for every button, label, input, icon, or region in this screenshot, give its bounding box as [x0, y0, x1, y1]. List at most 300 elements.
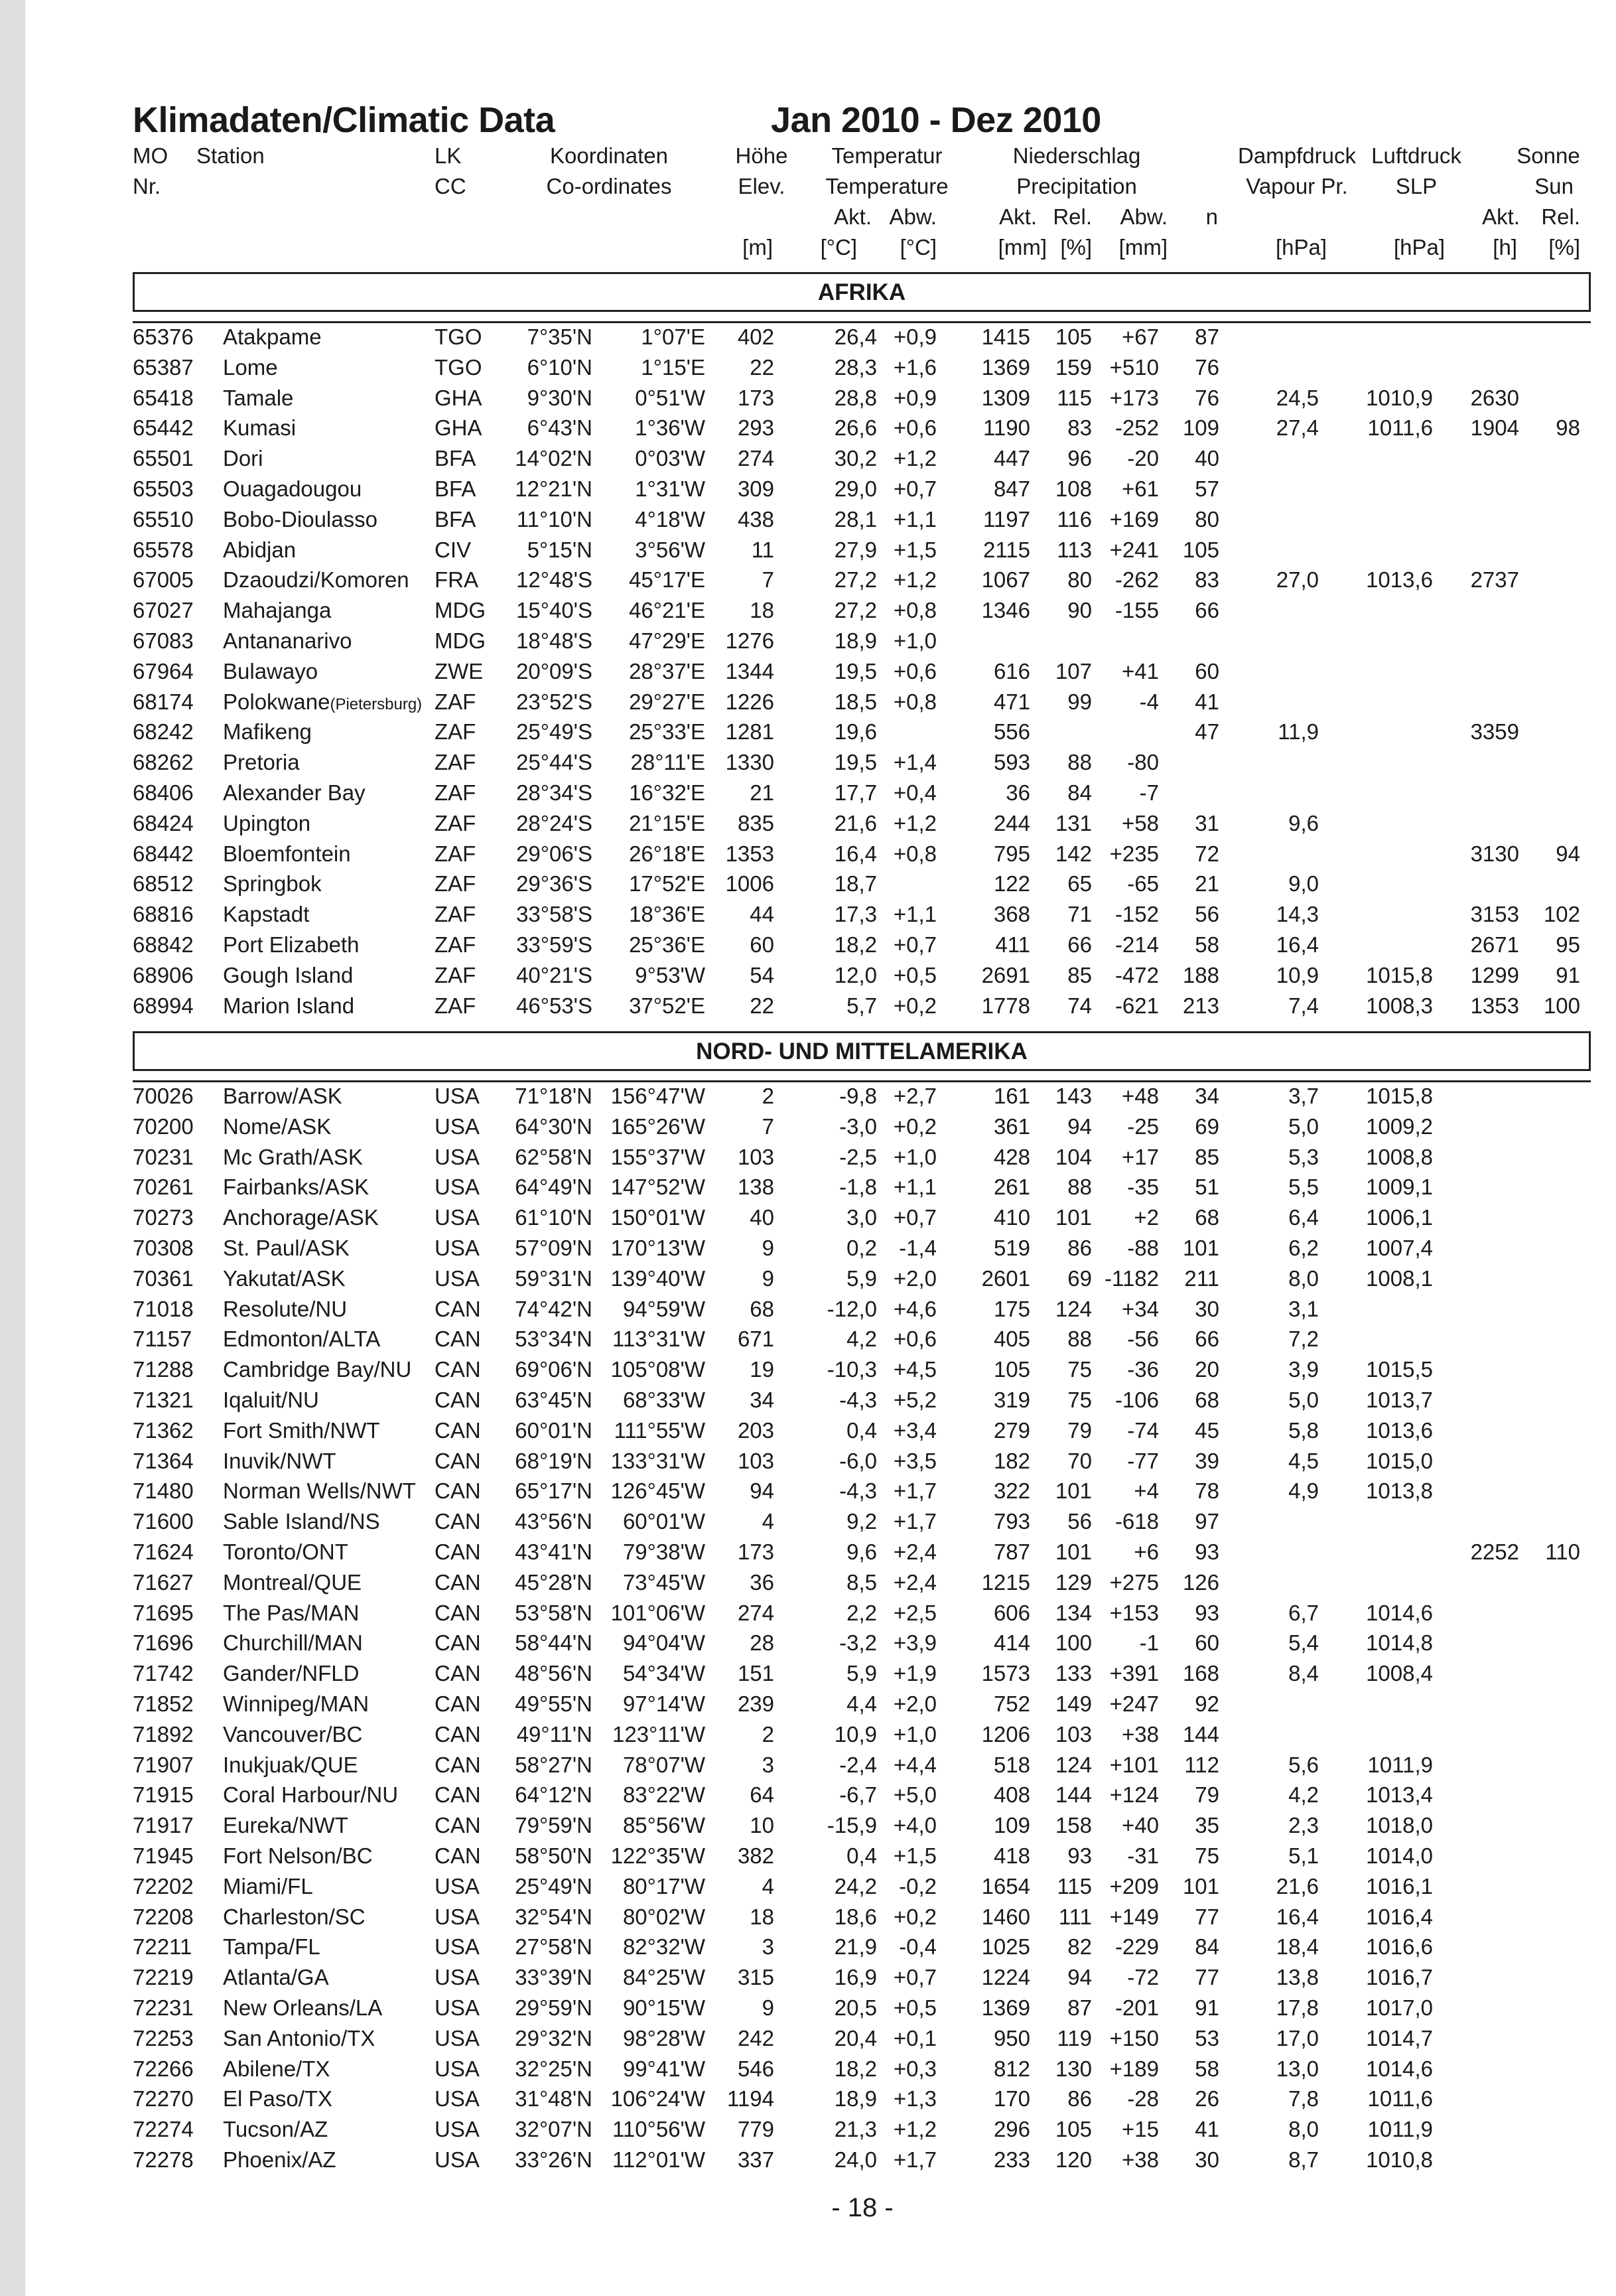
header-vapour: Vapour Pr. [1246, 174, 1348, 198]
station-name: Inukjuak/QUE [223, 1752, 358, 1777]
temp-actual: 10,9 [834, 1721, 877, 1747]
prec-actual: 950 [993, 2025, 1030, 2050]
prec-actual: 182 [993, 1448, 1030, 1473]
longitude: 110°56'W [612, 2117, 705, 2142]
latitude: 11°10'N [516, 506, 592, 532]
station-number: 71915 [133, 1782, 194, 1808]
station-number: 70200 [133, 1113, 194, 1139]
prec-relative: 113 [1057, 537, 1092, 562]
station-name: Yakutat/ASK [223, 1265, 346, 1291]
table-row [0, 899, 1616, 930]
station-number: 71288 [133, 1357, 194, 1382]
prec-deviation: -28 [1127, 2086, 1159, 2112]
section-header-afrika [133, 272, 1591, 312]
prec-deviation: -106 [1114, 1388, 1159, 1412]
station-number: 70273 [133, 1205, 194, 1230]
station-number: 72266 [133, 2056, 194, 2081]
rain-days: 31 [1195, 810, 1219, 835]
rain-days: 30 [1195, 1296, 1219, 1321]
longitude: 17°52'E [629, 871, 705, 897]
station-name: Sable Island/NS [223, 1509, 380, 1534]
country-code: MDG [435, 628, 486, 653]
table-row [0, 535, 1616, 565]
vapour-pressure: 11,9 [1278, 719, 1319, 745]
station-number: 72208 [133, 1904, 194, 1929]
rain-days: 68 [1195, 1205, 1219, 1230]
prec-actual: 1346 [981, 598, 1030, 623]
temp-actual: -4,3 [839, 1478, 877, 1504]
slp: 1014,6 [1366, 2056, 1433, 2081]
temp-deviation: +0,5 [893, 1995, 937, 2020]
prec-relative: 93 [1067, 1843, 1092, 1868]
country-code: USA [435, 1965, 480, 1990]
latitude: 25°49'N [515, 1873, 592, 1899]
longitude: 60°01'W [622, 1509, 705, 1534]
country-code: CAN [435, 1721, 481, 1747]
elevation: 2 [762, 1084, 774, 1108]
elevation: 22 [750, 354, 774, 380]
rain-days: 51 [1195, 1175, 1219, 1200]
station-name: Atlanta/GA [223, 1965, 329, 1990]
temp-deviation: +1,0 [893, 628, 937, 653]
country-code: ZAF [435, 993, 476, 1018]
country-code: USA [435, 1236, 480, 1260]
vapour-pressure: 8,0 [1288, 1265, 1319, 1291]
elevation: 40 [750, 1205, 774, 1230]
temp-actual: 5,9 [846, 1265, 877, 1291]
rain-days: 84 [1195, 1934, 1219, 1960]
latitude: 27°58'N [515, 1934, 592, 1960]
prec-deviation: -214 [1114, 932, 1159, 957]
country-code: GHA [435, 385, 482, 410]
elevation: 438 [737, 506, 774, 532]
rain-days: 58 [1195, 2056, 1219, 2081]
prec-actual: 1309 [981, 385, 1030, 410]
latitude: 18°48'S [516, 628, 592, 653]
country-code: USA [435, 1873, 480, 1899]
prec-relative: 88 [1067, 1175, 1092, 1200]
table-row [0, 2145, 1616, 2175]
temp-deviation: +3,5 [893, 1448, 937, 1473]
station-name: Ouagadougou [223, 476, 362, 501]
table-row [0, 2114, 1616, 2145]
rain-days: 93 [1195, 1600, 1219, 1625]
elevation: 2 [762, 1721, 774, 1747]
temp-deviation: +2,5 [893, 1600, 937, 1625]
rain-days: 101 [1182, 1873, 1219, 1899]
table-row [0, 1537, 1616, 1567]
station-name: Mafikeng [223, 719, 312, 745]
header-temp-akt: Akt. [834, 204, 872, 229]
station-number: 68442 [133, 841, 194, 866]
slp: 1015,0 [1366, 1448, 1433, 1473]
header-station: Station [196, 143, 265, 168]
table-row [0, 1810, 1616, 1841]
temp-actual: 19,5 [834, 750, 877, 775]
longitude: 21°15'E [629, 810, 705, 835]
temp-deviation: +1,5 [893, 1843, 937, 1868]
table-row [0, 1628, 1616, 1658]
prec-deviation: -80 [1127, 750, 1159, 775]
country-code: CAN [435, 1661, 481, 1686]
sun-hours: 1353 [1470, 993, 1519, 1018]
station-name: Fort Nelson/BC [223, 1843, 373, 1868]
elevation: 9 [762, 1995, 774, 2020]
prec-deviation: +58 [1122, 810, 1159, 835]
latitude: 25°49'S [516, 719, 592, 745]
elevation: 402 [737, 324, 774, 349]
station-number: 71480 [133, 1478, 194, 1504]
latitude: 33°59'S [516, 932, 592, 957]
temp-deviation: +0,1 [893, 2025, 937, 2050]
station-number: 68842 [133, 932, 194, 957]
station-number: 71627 [133, 1569, 194, 1595]
country-code: USA [435, 1175, 480, 1200]
table-row [0, 1658, 1616, 1689]
temp-deviation: +0,7 [893, 476, 937, 501]
prec-actual: 606 [993, 1600, 1030, 1625]
rain-days: 45 [1195, 1417, 1219, 1443]
country-code: USA [435, 2056, 480, 2081]
elevation: 22 [750, 993, 774, 1018]
elevation: 9 [762, 1265, 774, 1291]
elevation: 21 [750, 780, 774, 805]
latitude: 20°09'S [516, 658, 592, 683]
country-code: CAN [435, 1478, 481, 1504]
temp-deviation: +1,1 [893, 506, 937, 532]
longitude: 82°32'W [622, 1934, 705, 1960]
rain-days: 39 [1195, 1448, 1219, 1473]
prec-relative: 94 [1067, 1113, 1092, 1139]
prec-deviation: +275 [1109, 1569, 1159, 1595]
temp-deviation: +0,8 [893, 689, 937, 714]
station-number: 71600 [133, 1509, 194, 1534]
rain-days: 26 [1195, 2086, 1219, 2112]
elevation: 138 [737, 1175, 774, 1200]
prec-deviation: -4 [1139, 689, 1159, 714]
station-name: Port Elizabeth [223, 932, 360, 957]
station-name: Bulawayo [223, 658, 318, 683]
header-unit-hpa2: [hPa] [1393, 235, 1445, 259]
station-number: 65376 [133, 324, 194, 349]
station-name: Cambridge Bay/NU [223, 1357, 412, 1382]
rain-days: 79 [1195, 1782, 1219, 1808]
rain-days: 69 [1195, 1113, 1219, 1139]
elevation: 18 [750, 1904, 774, 1929]
latitude: 32°07'N [515, 2117, 592, 2142]
temp-actual: 19,6 [834, 719, 877, 745]
country-code: CAN [435, 1540, 481, 1564]
latitude: 60°01'N [515, 1417, 592, 1443]
temp-actual: 12,0 [834, 962, 877, 987]
country-code: CAN [435, 1843, 481, 1868]
rain-days: 144 [1182, 1721, 1219, 1747]
rain-days: 60 [1195, 658, 1219, 683]
longitude: 1°15'E [641, 354, 705, 380]
temp-deviation: +1,3 [893, 2086, 937, 2112]
latitude: 5°15'N [527, 537, 592, 562]
temp-actual: 28,3 [834, 354, 877, 380]
vapour-pressure: 5,8 [1288, 1417, 1319, 1443]
temp-deviation: +4,6 [893, 1296, 937, 1321]
temp-actual: -2,4 [839, 1752, 877, 1777]
prec-relative: 70 [1067, 1448, 1092, 1473]
elevation: 4 [762, 1873, 774, 1899]
prec-deviation: -472 [1114, 962, 1159, 987]
prec-actual: 105 [993, 1357, 1030, 1382]
prec-actual: 2115 [983, 537, 1030, 562]
longitude: 155°37'W [610, 1144, 705, 1169]
prec-relative: 65 [1067, 871, 1092, 897]
station-name: Mahajanga [223, 598, 332, 623]
prec-deviation: -74 [1127, 1417, 1159, 1443]
vapour-pressure: 17,8 [1276, 1995, 1319, 2020]
station-number: 72211 [133, 1934, 192, 1960]
table-row [0, 687, 1616, 717]
prec-deviation: +4 [1134, 1478, 1159, 1504]
prec-relative: 143 [1055, 1084, 1092, 1108]
sun-relative: 102 [1543, 902, 1580, 927]
header-unit-m: [m] [742, 235, 773, 259]
temp-deviation: +1,7 [893, 1509, 937, 1534]
rain-days: 56 [1195, 902, 1219, 927]
latitude: 28°24'S [516, 810, 592, 835]
table-row [0, 595, 1616, 626]
temp-actual: -6,7 [839, 1782, 877, 1808]
prec-relative: 100 [1055, 1630, 1092, 1656]
temp-deviation: +0,6 [893, 658, 937, 683]
temp-deviation: +0,3 [893, 2056, 937, 2081]
latitude: 12°21'N [515, 476, 592, 501]
rain-days: 40 [1195, 446, 1219, 471]
elevation: 3 [762, 1752, 774, 1777]
station-number: 68262 [133, 750, 194, 775]
country-code: USA [435, 1205, 480, 1230]
station-name: Abilene/TX [223, 2056, 330, 2081]
temp-actual: -6,0 [839, 1448, 877, 1473]
prec-relative: 131 [1055, 810, 1092, 835]
prec-relative: 120 [1055, 2147, 1092, 2172]
prec-deviation: +2 [1134, 1205, 1159, 1230]
vapour-pressure: 16,4 [1276, 932, 1319, 957]
rain-days: 87 [1195, 324, 1219, 349]
temp-actual: -4,3 [839, 1388, 877, 1412]
longitude: 106°24'W [610, 2086, 705, 2112]
prec-deviation: -35 [1127, 1175, 1159, 1200]
latitude: 57°09'N [515, 1236, 592, 1260]
prec-actual: 795 [993, 841, 1030, 866]
rain-days: 68 [1195, 1388, 1219, 1412]
rain-days: 91 [1195, 1995, 1219, 2020]
temp-actual: 4,2 [846, 1327, 877, 1352]
station-number: 67083 [133, 628, 194, 653]
temp-actual: -15,9 [827, 1813, 877, 1838]
table-row [0, 1294, 1616, 1325]
temp-actual: 18,9 [834, 2086, 877, 2112]
country-code: ZAF [435, 902, 476, 927]
country-code: CAN [435, 1752, 481, 1777]
slp: 1008,1 [1366, 1265, 1433, 1291]
rain-days: 41 [1195, 689, 1219, 714]
vapour-pressure: 5,0 [1288, 1388, 1319, 1412]
longitude: 150°01'W [610, 1205, 705, 1230]
station-number: 71018 [133, 1296, 194, 1321]
prec-deviation: +510 [1109, 354, 1159, 380]
longitude: 98°28'W [622, 2025, 705, 2050]
prec-relative: 88 [1067, 750, 1092, 775]
prec-actual: 161 [993, 1084, 1030, 1108]
station-number: 70308 [133, 1236, 194, 1260]
country-code: TGO [435, 324, 482, 349]
vapour-pressure: 17,0 [1276, 2025, 1319, 2050]
station-number: 65501 [133, 446, 194, 471]
temp-actual: -12,0 [827, 1296, 877, 1321]
country-code: ZAF [435, 962, 476, 987]
temp-deviation: +3,4 [893, 1417, 937, 1443]
prec-actual: 2691 [981, 962, 1030, 987]
temp-actual: 9,6 [846, 1540, 877, 1564]
prec-actual: 593 [993, 750, 1030, 775]
temp-deviation: +1,2 [893, 567, 937, 593]
temp-actual: 21,9 [834, 1934, 877, 1960]
vapour-pressure: 27,4 [1276, 415, 1319, 441]
vapour-pressure: 14,3 [1276, 902, 1319, 927]
header-n: n [1205, 204, 1218, 229]
prec-actual: 410 [993, 1205, 1030, 1230]
slp: 1008,4 [1366, 1661, 1433, 1686]
station-number: 71364 [133, 1448, 194, 1473]
vapour-pressure: 5,3 [1288, 1144, 1319, 1169]
prec-relative: 129 [1055, 1569, 1092, 1595]
vapour-pressure: 10,9 [1276, 962, 1319, 987]
latitude: 64°12'N [515, 1782, 592, 1808]
longitude: 25°33'E [629, 719, 705, 745]
prec-actual: 122 [993, 871, 1030, 897]
prec-deviation: -25 [1127, 1113, 1159, 1139]
vapour-pressure: 4,9 [1288, 1478, 1319, 1504]
prec-actual: 244 [993, 810, 1030, 835]
country-code: CAN [435, 1327, 481, 1352]
station-name: Resolute/NU [223, 1296, 348, 1321]
temp-deviation: +5,2 [893, 1388, 937, 1412]
longitude: 111°55'W [614, 1417, 705, 1443]
temp-deviation: +0,4 [893, 780, 937, 805]
temp-actual: -3,2 [839, 1630, 877, 1656]
latitude: 46°53'S [516, 993, 592, 1018]
elevation: 309 [737, 476, 774, 501]
temp-deviation: +1,0 [893, 1144, 937, 1169]
country-code: BFA [435, 506, 476, 532]
table-row [0, 352, 1616, 383]
temp-actual: 2,2 [846, 1600, 877, 1625]
station-number: 72270 [133, 2086, 194, 2112]
country-code: BFA [435, 476, 476, 501]
period-title: Jan 2010 - Dez 2010 [771, 100, 1101, 140]
elevation: 3 [762, 1934, 774, 1960]
rain-days: 47 [1195, 719, 1219, 745]
vapour-pressure: 18,4 [1276, 1934, 1319, 1960]
station-number: 71624 [133, 1540, 194, 1564]
longitude: 94°59'W [622, 1296, 705, 1321]
prec-actual: 411 [995, 932, 1030, 957]
prec-actual: 1415 [981, 324, 1030, 349]
header-sonne: Sonne [1516, 143, 1580, 168]
longitude: 45°17'E [629, 567, 705, 593]
country-code: CAN [435, 1569, 481, 1595]
longitude: 139°40'W [610, 1265, 705, 1291]
rain-days: 92 [1195, 1691, 1219, 1716]
latitude: 43°41'N [515, 1540, 592, 1564]
prec-deviation: +67 [1122, 324, 1159, 349]
rain-days: 57 [1195, 476, 1219, 501]
sun-relative: 95 [1556, 932, 1580, 957]
temp-deviation: +2,0 [893, 1265, 937, 1291]
header-unit-c1: [°C] [820, 235, 857, 259]
table-row [0, 1598, 1616, 1628]
longitude: 156°47'W [610, 1084, 705, 1108]
temp-deviation: +1,2 [893, 2117, 937, 2142]
longitude: 47°29'E [629, 628, 705, 653]
longitude: 99°41'W [622, 2056, 705, 2081]
vapour-pressure: 4,2 [1288, 1782, 1319, 1808]
table-row [0, 1962, 1616, 1993]
header-temperature: Temperature [825, 174, 949, 198]
elevation: 274 [737, 1600, 774, 1625]
country-code: ZAF [435, 780, 476, 805]
table-row [0, 1567, 1616, 1598]
prec-relative: 87 [1067, 1995, 1092, 2020]
elevation: 173 [737, 385, 774, 410]
prec-deviation: -31 [1127, 1843, 1159, 1868]
station-number: 71157 [133, 1327, 192, 1352]
prec-actual: 1067 [981, 567, 1030, 593]
longitude: 80°02'W [622, 1904, 705, 1929]
latitude: 64°49'N [515, 1175, 592, 1200]
longitude: 105°08'W [610, 1357, 705, 1382]
longitude: 26°18'E [629, 841, 705, 866]
country-code: USA [435, 1084, 480, 1108]
station-name: Bloemfontein [223, 841, 351, 866]
longitude: 0°51'W [635, 385, 705, 410]
prec-actual: 170 [993, 2086, 1030, 2112]
longitude: 1°36'W [635, 415, 705, 441]
slp: 1016,4 [1366, 1904, 1433, 1929]
station-number: 71362 [133, 1417, 194, 1443]
temp-deviation: +0,8 [893, 841, 937, 866]
slp: 1010,8 [1366, 2147, 1433, 2172]
station-number: 72231 [133, 1995, 194, 2020]
latitude: 59°31'N [515, 1265, 592, 1291]
latitude: 33°58'S [516, 902, 592, 927]
prec-deviation: -201 [1114, 1995, 1159, 2020]
table-row [0, 1689, 1616, 1719]
elevation: 7 [762, 1113, 774, 1139]
elevation: 64 [750, 1782, 774, 1808]
temp-actual: 18,2 [834, 932, 877, 957]
rain-days: 101 [1182, 1236, 1219, 1260]
elevation: 1353 [725, 841, 774, 866]
prec-actual: 447 [993, 446, 1030, 471]
latitude: 31°48'N [515, 2086, 592, 2112]
prec-relative: 119 [1057, 2025, 1092, 2050]
elevation: 28 [750, 1630, 774, 1656]
longitude: 79°38'W [622, 1540, 705, 1564]
country-code: USA [435, 1265, 480, 1291]
temp-actual: 18,7 [834, 871, 877, 897]
latitude: 62°58'N [515, 1144, 592, 1169]
elevation: 1281 [725, 719, 774, 745]
prec-relative: 75 [1067, 1357, 1092, 1382]
